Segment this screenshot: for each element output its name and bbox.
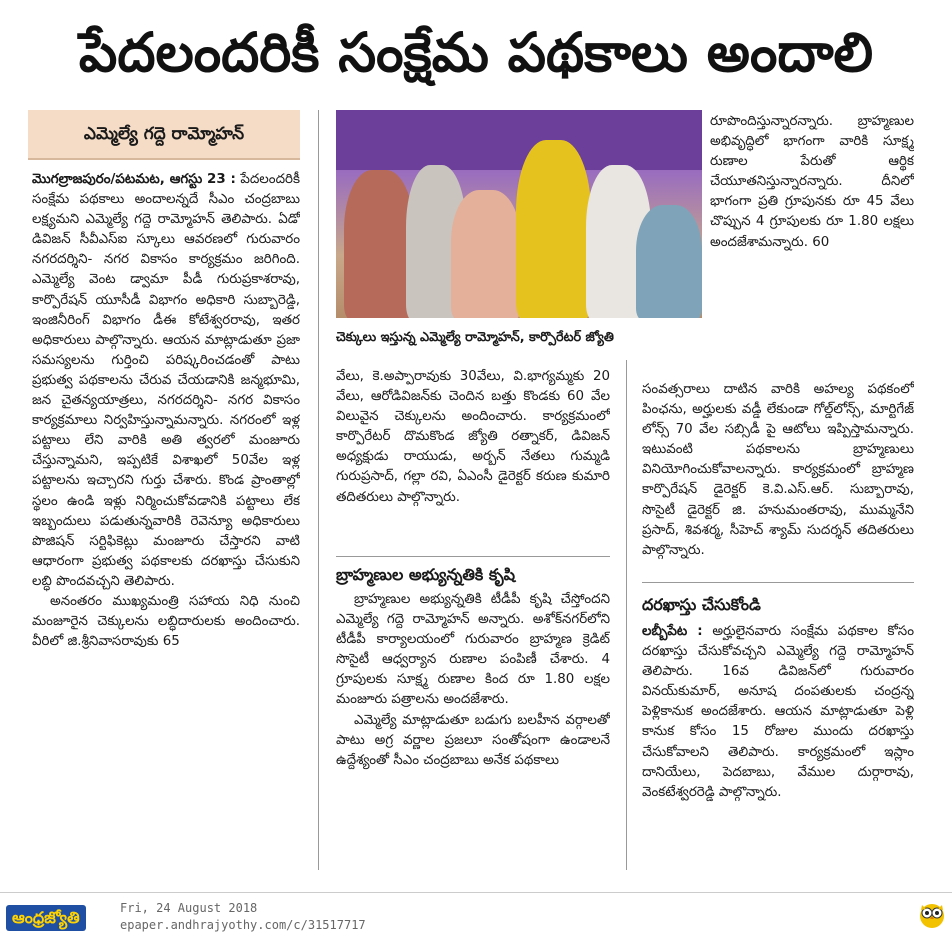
- owl-icon: [918, 899, 946, 929]
- footer: [0, 892, 952, 939]
- article1-paragraph-2: అనంతరం ముఖ్యమంత్రి సహాయ నిధి నుంచి మంజూరైన చెక్కులను లబ్ధిదారులకు అందించారు. వీరిలో జి.శ్రీనివాసరావుకు 65: [32, 593, 300, 650]
- photo-person: [516, 140, 591, 318]
- article3-body: [642, 622, 914, 803]
- article3-dateline: లబ్బీపేట :: [642, 624, 703, 639]
- event-photo: [336, 110, 702, 318]
- article3-paragraph: అర్హులైనవారు సంక్షేమ పథకాల కోసం దరఖాస్తు చేసుకోవచ్చని ఎమ్మెల్యే గద్దె రామ్మోహన్‌ తెలిపారు. 16వ డివిజన్‌లో గురువారం వినయ్‌కుమార్‌, అనూష దంపతులకు చంద్రన్న పెళ్లికానుక అందజేశారు. ఆయన మాట్లాడుతూ పెళ్లి కానుక కోసం 15 రోజుల ముందు దరఖాస్తు చేసుకోవాలని తెలిపారు. కార్యక్రమంలో ఇస్లాం దానియేలు, పెదబాబు, వేముల దుర్గారావు, వెంకటేశ్వరరెడ్డి పాల్గొన్నారు.: [642, 624, 914, 800]
- photo-caption: చెక్కులు ఇస్తున్న ఎమ్మెల్యే రామ్మోహన్‌, కార్పొరేటర్‌ జ్యోతి: [336, 330, 614, 345]
- article1-body: [32, 170, 300, 592]
- article2-column: [336, 590, 610, 870]
- article3-heading: దరఖాస్తు చేసుకోండి: [642, 595, 761, 614]
- column-divider: [318, 110, 319, 870]
- section-divider: [642, 582, 914, 583]
- article1-paragraph-1: పేదలందరికీ సంక్షేమ పథకాలు అందాలన్నదే సీఎం చంద్రబాబు లక్ష్యమని ఎమ్మెల్యే గద్దె రామ్మోహన్‌ తెలిపారు. ఏడో డివిజన్‌ సీవీఎస్‌ఐ స్కూలు ఆవరణలో గురువారం నగరదర్శిని- నగర వికాసం కార్యక్రమం జరిగింది. ఎమ్మెల్యే వెంట డ్వామా పీడీ గురుప్రకాశరావు, కార్పొరేషన్‌ యూసీడీ విభాగం అధికారి సుబ్బారెడ్డి, ఇంజినీరింగ్‌ విభాగం డీఈ కోటేశ్వరరావు, ఇతర అధికారులు పాల్గొన్నారు. ఆయన మాట్లాడుతూ ప్రజా సమస్యలను గుర్తించి పరిష్కరించడంతో పాటు ప్రభుత్వ పథకాలను చేరువ చేయడానికి జన్మభూమి, జన చైతన్యయాత్రలు, నగరదర్శిని- నగర వికాసం కార్యక్రమాలు నిర్వహిస్తున్నామన్నారు. నగరంలో ఇళ్ల పట్టాలు లేని వారికి అతి త్వరలో మంజూరు చేస్తున్నామని, ఇప్పటికే విశాఖలో 50వేల ఇళ్ల పట్టాలను ఇచ్చారని గుర్తు చేశారు. కొండ ప్రాంతాల్లో స్థలం ఉండి ఇళ్లు నిర్మించుకోవడానికి పట్టాలు లేక ఇబ్బందులు పడుతున్నవారికి రెవెన్యూ అధికారులు పొజిషన్‌ సర్టిఫికెట్లు మంజూరు చేస్తారని వాటి ఆధారంగా ప్రభుత్వ పథకాలకు దరఖాస్తు చేసుకుని లబ్ధి పొందవచ్చని తెలిపారు.: [32, 172, 300, 589]
- article2-paragraph-2: ఎమ్మెల్యే మాట్లాడుతూ బడుగు బలహీన వర్గాలతో పాటు అగ్ర వర్ణాల ప్రజలూ సంతోషంగా ఉండాలనే ఉద్దేశ్యంతో సీఎం చంద్రబాబు అనేక పథకాలు: [336, 712, 610, 768]
- photo-person: [636, 205, 702, 318]
- headline: పేదలందరికీ సంక్షేమ పథకాలు అందాలి: [78, 21, 874, 84]
- byline: ఎమ్మెల్యే గద్దె రామ్మోహన్: [28, 110, 300, 160]
- article2-continuation-top: [710, 112, 914, 380]
- epaper-url[interactable]: epaper.andhrajyothy.com/c/31517717: [120, 918, 366, 932]
- article2-continuation-bottom-text: సంవత్సరాలు దాటిన వారికి అహల్య పథకంలో పింఛను, అర్హులకు వడ్డీ లేకుండా గోల్డ్‌లోన్స్‌, మార్టిగేజ్‌ లోన్స్‌ 70 వేల సబ్సిడీ పై ఆటోలు ఇప్పిస్తామన్నారు. ఇటువంటి పథకాలను బ్రాహ్మణులు వినియోగించుకోవాలన్నారు. కార్యక్రమంలో బ్రాహ్మణ కార్పొరేషన్‌ డైరెక్టర్‌ కె.వి.ఎస్‌.ఆర్‌. సుబ్బారావు, సొసైటీ డైరెక్టర్‌ జి. హనుమంతరావు, ముమ్మనేని ప్రసాద్‌, శివశర్మ, సీహెచ్‌ శ్యామ్‌ సుదర్శన్‌ తదితరులు పాల్గొన్నారు.: [642, 382, 914, 558]
- photo-person: [344, 170, 414, 318]
- photo-banner: [336, 110, 702, 170]
- article3-column: [642, 622, 914, 862]
- andhrajyothy-logo[interactable]: ఆంధ్రజ్యోతి: [6, 905, 86, 931]
- article2-heading: బ్రాహ్మణుల అభ్యున్నతికి కృషి: [336, 565, 515, 584]
- article1-continuation-text: వేలు, కె.అప్పారావుకు 30వేలు, వి.భాగ్యమ్మకు 20 వేలు, ఆరోడివిజన్‌కు చెందిన బత్తు కొండకు 60 వేల విలువైన చెక్కులను అందించారు. కార్యక్రమంలో కార్పొరేటర్‌ దొమకొండ జ్యోతి రత్నాకర్‌, డివిజన్‌ అధ్యక్షుడు రాయుడు, అర్బన్‌ నేతలు గుమ్మడి గురుప్రసాద్‌, గల్లా రవి, ఏఎంసీ డైరెక్టర్‌ కరుణ కుమారి తదితరులు పాల్గొన్నారు.: [336, 369, 610, 505]
- article1-dateline: మొగల్రాజపురం/పటమట, ఆగస్టు 23 :: [32, 172, 236, 187]
- article2-continuation-top-text: రూపొందిస్తున్నారన్నారు. బ్రాహ్మణుల అభివృద్ధిలో భాగంగా వారికి సూక్ష్మ రుణాల పేరుతో ఆర్థిక చేయూతనిస్తున్నారన్నారు. దీనిలో భాగంగా ప్రతి గ్రూపునకు రూ 45 వేలు చొప్పున 4 గ్రూపులకు రూ 1.80 లక్షలు అందజేశామన్నారు. 60: [710, 114, 914, 250]
- article2-continuation-bottom: [642, 380, 914, 580]
- photo-person: [451, 190, 521, 318]
- article1-continuation: [336, 367, 610, 557]
- column-divider: [626, 360, 627, 870]
- article2-paragraph-1: బ్రాహ్మణుల అభ్యున్నతికి టీడీపీ కృషి చేస్తోందని ఎమ్మెల్యే గద్దె రామ్మోహన్‌ అన్నారు. అశోక్‌నగర్‌లోని టీడీపీ కార్యాలయంలో గురువారం బ్రాహ్మణ క్రెడిట్‌ సొసైటీ ఆధ్వర్యాన రుణాల పంపిణీ చేశారు. 4 గ్రూపులకు సూక్ష్మ రుణాల కింద రూ 1.80 లక్షల మంజూరు పత్రాలను అందజేశారు.: [336, 592, 610, 708]
- article1-column: [32, 170, 300, 870]
- edition-date: Fri, 24 August 2018: [120, 901, 258, 915]
- section-divider: [336, 556, 610, 557]
